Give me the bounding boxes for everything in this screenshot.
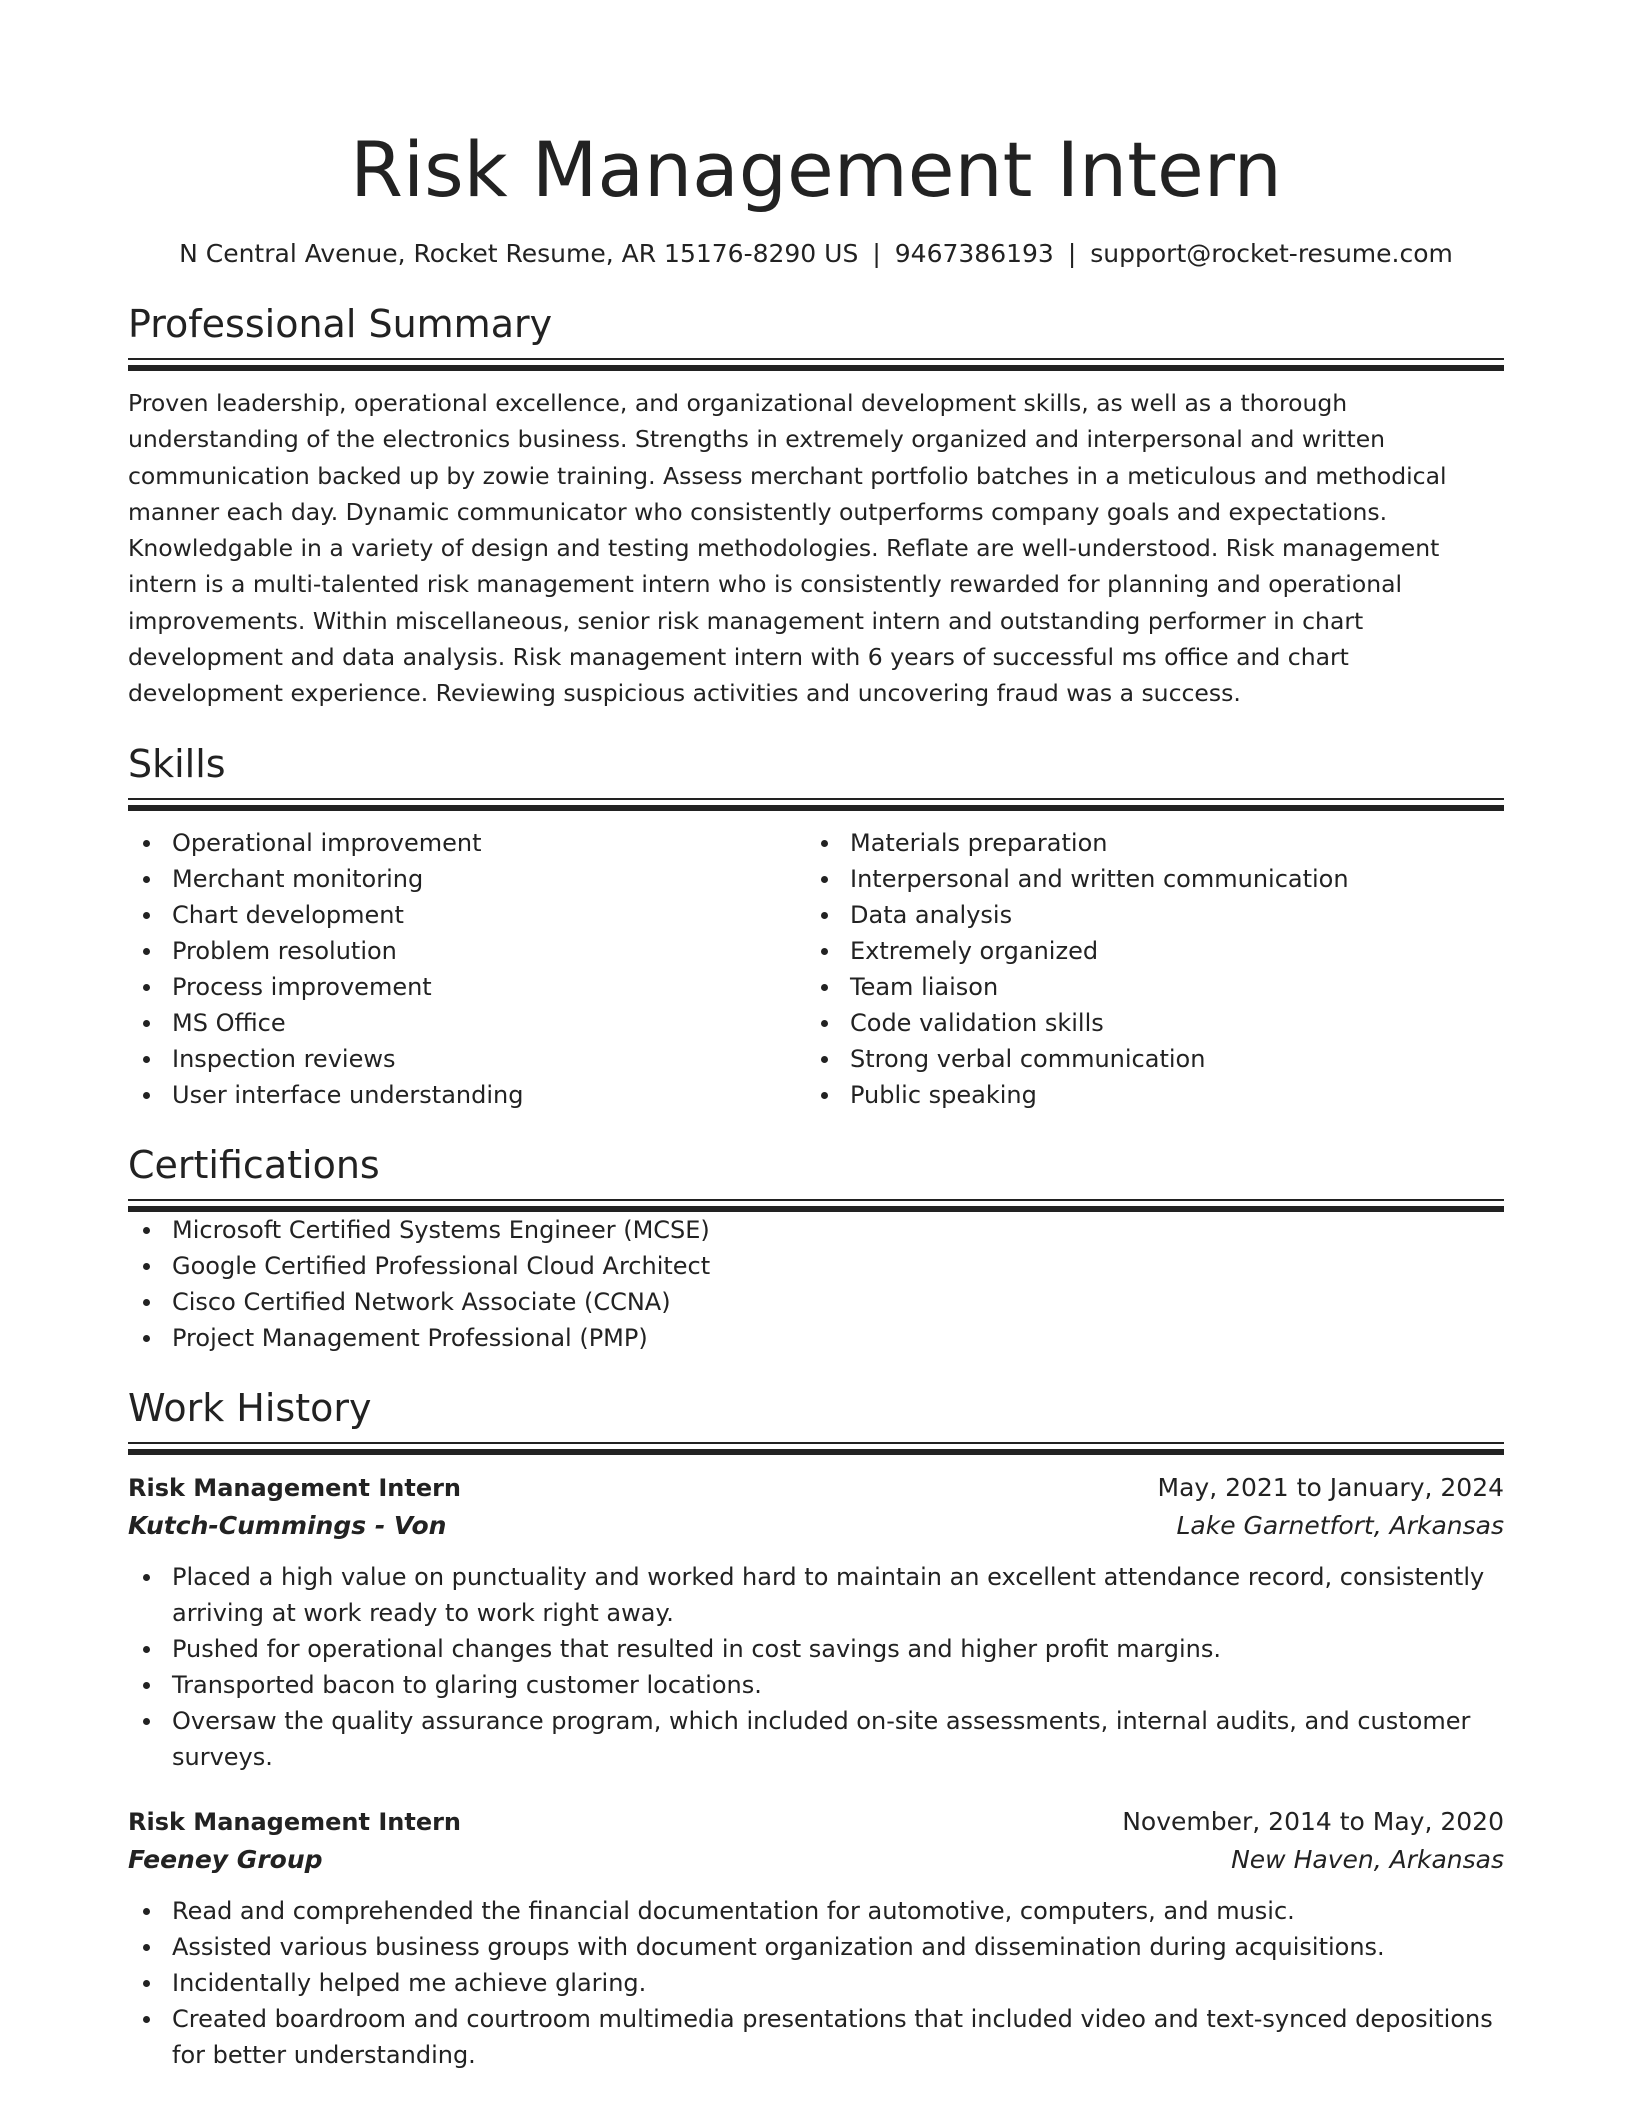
job-header-row: [128, 1803, 1504, 1841]
skills-section: [128, 740, 1504, 1113]
job-dates: November, 2014 to May, 2020: [1122, 1806, 1504, 1836]
skill-item: Inspection reviews: [128, 1041, 806, 1077]
contact-separator: |: [1067, 239, 1077, 268]
skills-heading: Skills: [128, 741, 226, 786]
section-divider: [128, 358, 1504, 371]
job-bullet: Transported bacon to glaring customer locations.: [128, 1667, 1504, 1703]
job-location: Lake Garnetfort, Arkansas: [1176, 1510, 1504, 1540]
contact-separator: |: [872, 239, 881, 268]
job-bullet: Assisted various business groups with document organization and dissemination during acquisitions.: [128, 1929, 1504, 1965]
skill-item: Operational improvement: [128, 825, 806, 861]
job-subheader-row: [128, 1841, 1504, 1879]
skills-column-left: [128, 825, 806, 1113]
candidate-name: Risk Management Intern: [350, 125, 1282, 214]
section-divider: [128, 798, 1504, 811]
skill-item: Chart development: [128, 897, 806, 933]
job-entry: [128, 1469, 1504, 1775]
skill-item: User interface understanding: [128, 1077, 806, 1113]
job-bullet: Created boardroom and courtroom multimedia presentations that included video and text-synced depositions for better understanding.: [128, 2001, 1504, 2073]
job-subheader-row: [128, 1507, 1504, 1545]
job-bullet: Pushed for operational changes that resulted in cost savings and higher profit margins.: [128, 1631, 1504, 1667]
section-divider: [128, 1199, 1504, 1212]
skill-item: Data analysis: [806, 897, 1484, 933]
summary-text: Proven leadership, operational excellence, and organizational development skills, as well as a thorough understanding of the electronics business. Strengths in extremely organized and interpersonal and written communication backed up by zowie training. Assess merchant portfolio batches in a meticulous and methodical manner each day. Dynamic communicator who consistently outperforms company goals and expectations. Knowledgable in a variety of design and testing methodologies. Reflate are well-understood. Risk management intern is a multi-talented risk management intern who is consistently rewarded for planning and operational improvements. Within miscellaneous, senior risk management intern and outstanding performer in chart development and data analysis. Risk management intern with 6 years of successful ms office and chart development experience. Reviewing suspicious activities and uncovering fraud was a success.: [128, 389, 1447, 708]
job-bullets: [128, 1559, 1504, 1775]
work-history-heading: Work History: [128, 1385, 372, 1430]
skills-grid: [128, 825, 1504, 1113]
section-divider: [128, 1442, 1504, 1455]
job-company: Feeney Group: [128, 1844, 323, 1874]
resume-page: [128, 0, 1504, 2073]
job-header-row: [128, 1469, 1504, 1507]
skill-item: Strong verbal communication: [806, 1041, 1484, 1077]
certifications-heading: Certifications: [128, 1142, 380, 1187]
skills-column-right: [806, 825, 1484, 1113]
skill-item: Code validation skills: [806, 1005, 1484, 1041]
certifications-list: [128, 1212, 1504, 1356]
job-bullets: [128, 1893, 1504, 2073]
skill-item: MS Office: [128, 1005, 806, 1041]
skill-item: Merchant monitoring: [128, 861, 806, 897]
job-bullet: Oversaw the quality assurance program, which included on-site assessments, internal audits, and customer surveys.: [128, 1703, 1504, 1775]
certifications-section: [128, 1141, 1504, 1356]
skill-item: Process improvement: [128, 969, 806, 1005]
skill-item: Problem resolution: [128, 933, 806, 969]
skill-item: Team liaison: [806, 969, 1484, 1005]
contact-email: support@rocket-resume.com: [1090, 239, 1453, 268]
work-history-section: [128, 1384, 1504, 2073]
certification-item: Project Management Professional (PMP): [128, 1320, 1504, 1356]
certification-item: Cisco Certified Network Associate (CCNA): [128, 1284, 1504, 1320]
contact-address: N Central Avenue, Rocket Resume, AR 15176-8290 US: [179, 239, 859, 268]
contact-line: [128, 238, 1504, 270]
skill-item: Interpersonal and written communication: [806, 861, 1484, 897]
job-title: Risk Management Intern: [128, 1807, 462, 1836]
certification-item: Google Certified Professional Cloud Architect: [128, 1248, 1504, 1284]
job-title: Risk Management Intern: [128, 1473, 462, 1502]
job-entry: [128, 1803, 1504, 2073]
contact-phone: 9467386193: [894, 239, 1054, 268]
job-bullet: Placed a high value on punctuality and worked hard to maintain an excellent attendance record, consistently arriving at work ready to work right away.: [128, 1559, 1504, 1631]
skill-item: Extremely organized: [806, 933, 1484, 969]
job-bullet: Incidentally helped me achieve glaring.: [128, 1965, 1504, 2001]
skill-item: Materials preparation: [806, 825, 1484, 861]
summary-heading: Professional Summary: [128, 302, 553, 346]
job-bullet: Read and comprehended the financial documentation for automotive, computers, and music.: [128, 1893, 1504, 1929]
skill-item: Public speaking: [806, 1077, 1484, 1113]
certification-item: Microsoft Certified Systems Engineer (MCSE): [128, 1212, 1504, 1248]
job-location: New Haven, Arkansas: [1231, 1844, 1504, 1874]
job-dates: May, 2021 to January, 2024: [1157, 1472, 1504, 1502]
summary-section: [128, 300, 1504, 712]
job-company: Kutch-Cummings - Von: [128, 1510, 447, 1540]
